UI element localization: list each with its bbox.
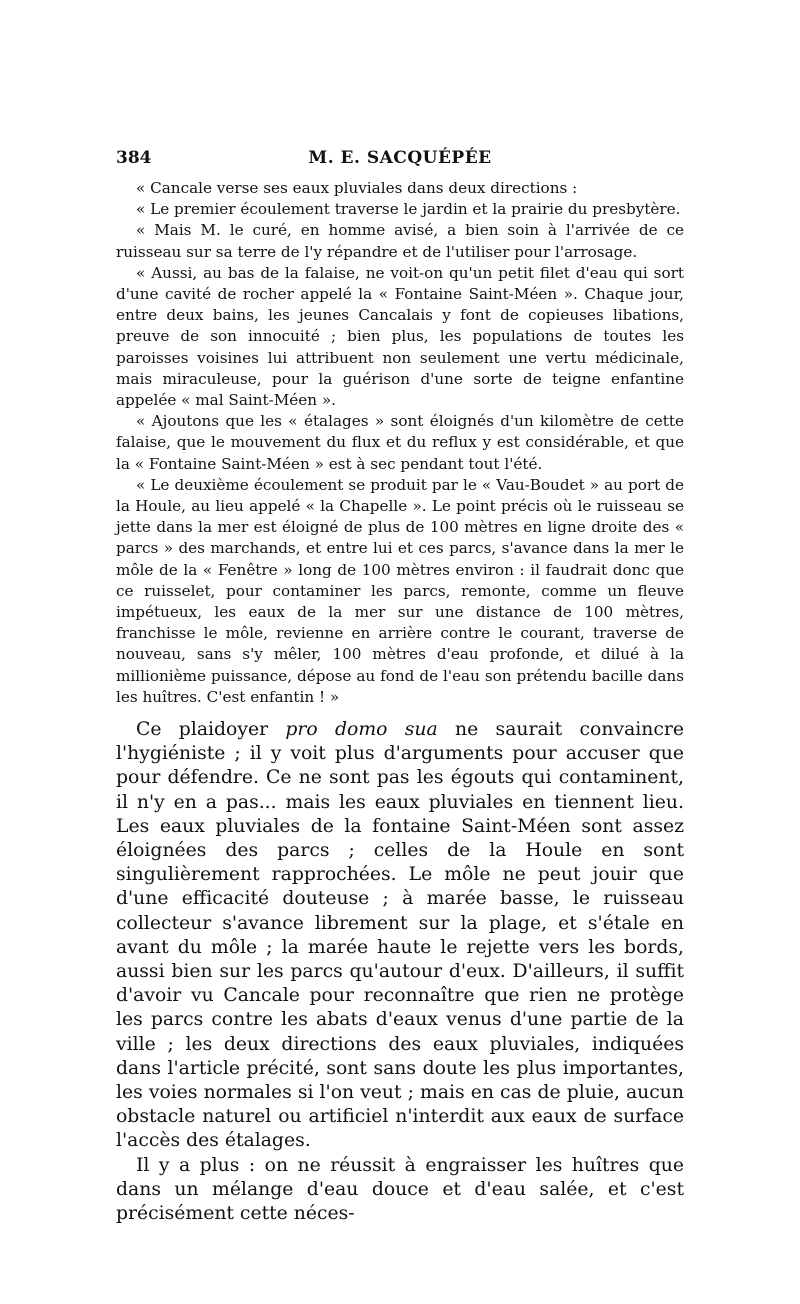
body-text: ne saurait convaincre l'hygiéniste ; il y voit plus d'arguments pour accuser que pour défendre. Ce ne sont pas les égouts qui contaminent, il n'y en a pas... mais les eaux pluviales en tiennent lieu. Les eaux pluviales de la fontaine Saint-Méen sont assez éloignées des parcs ; celles de la Houle en sont singulièrement rapprochées. Le môle ne peut jouir que d'une efficacité douteuse ; à marée basse, le ruisseau collecteur s'avance librement sur la plage, et s'étale en avant du môle ; la marée haute le rejette vers les bords, aussi bien sur les parcs qu'autour d'eux. D'ailleurs, il suffit d'avoir vu Cancale pour reconnaître que rien ne protège les parcs contre les abats d'eaux venus d'une partie de la ville ; les deux directions des eaux pluviales, indiquées dans l'article précité, sont sans doute les plus importantes, les voies normales si l'on veut ; mais en cas de pluie, aucun obstacle naturel ou artificiel n'interdit aux eaux de surface l'accès des étalages. — [116, 719, 684, 1152]
running-title: M. E. SACQUÉPÉE — [308, 148, 492, 168]
quote-paragraph: « Le deuxième écoulement se produit par le « Vau-Boudet » au port de la Houle, au lieu appelé « la Chapelle ». Le point précis où le ruisseau se jette dans la mer est éloigné de plus de 100 mètres en ligne droite des « parcs » des marchands, et entre lui et ces parcs, s'avance dans la mer le môle de la « Fenêtre » long de 100 mètres environ : il faudrait donc que ce ruisselet, pour contaminer les parcs, remonte, comme un fleuve impétueux, les eaux de la mer sur une distance de 100 mètres, franchisse le môle, revienne en arrière contre le courant, traverse de nouveau, sans s'y mêler, 100 mètres d'eau profonde, et dilué à la millionième puissance, dépose au fond de l'eau son prétendu bacille dans les huîtres. C'est enfantin ! » — [116, 475, 684, 706]
body-paragraph: Il y a plus : on ne réussit à engraisser les huîtres que dans un mélange d'eau douce et d'eau salée, et c'est précisément cette néces- — [116, 1154, 684, 1225]
quote-paragraph: « Cancale verse ses eaux pluviales dans deux directions : — [136, 179, 578, 197]
body-paragraph — [116, 718, 684, 1154]
body-text: Ce plaidoyer — [136, 719, 286, 740]
quote-paragraph: « Le premier écoulement traverse le jardin et la prairie du presbytère. — [136, 200, 681, 219]
page-header — [116, 148, 684, 170]
quoted-passage — [116, 178, 684, 708]
quote-paragraph: « Aussi, au bas de la falaise, ne voit-on qu'un petit filet d'eau qui sort d'une cavité de rocher appelé la « Fontaine Saint-Méen ». Chaque jour, entre deux bains, les jeunes Cancalais y font de copieuses libations, preuve de son innocuité ; bien plus, les populations de toutes les paroisses voisines lui attribuent non seulement une vertu médicinale, mais miraculeuse, pour la guérison d'une sorte de teigne enfantine appelée « mal Saint-Méen ». — [116, 263, 684, 410]
quote-paragraph: « Mais M. le curé, en homme avisé, a bien soin à l'arrivée de ce ruisseau sur sa terre de l'y répandre et de l'utiliser pour l'arrosage. — [116, 221, 684, 261]
page-number: 384 — [116, 148, 152, 168]
latin-phrase: pro domo sua — [285, 719, 438, 740]
quote-paragraph: « Ajoutons que les « étalages » sont éloignés d'un kilomètre de cette falaise, que le mouvement du flux et du reflux y est considérable, et que la « Fontaine Saint-Méen » est à sec pendant tout l'été. — [116, 412, 684, 473]
main-text — [116, 718, 684, 1226]
